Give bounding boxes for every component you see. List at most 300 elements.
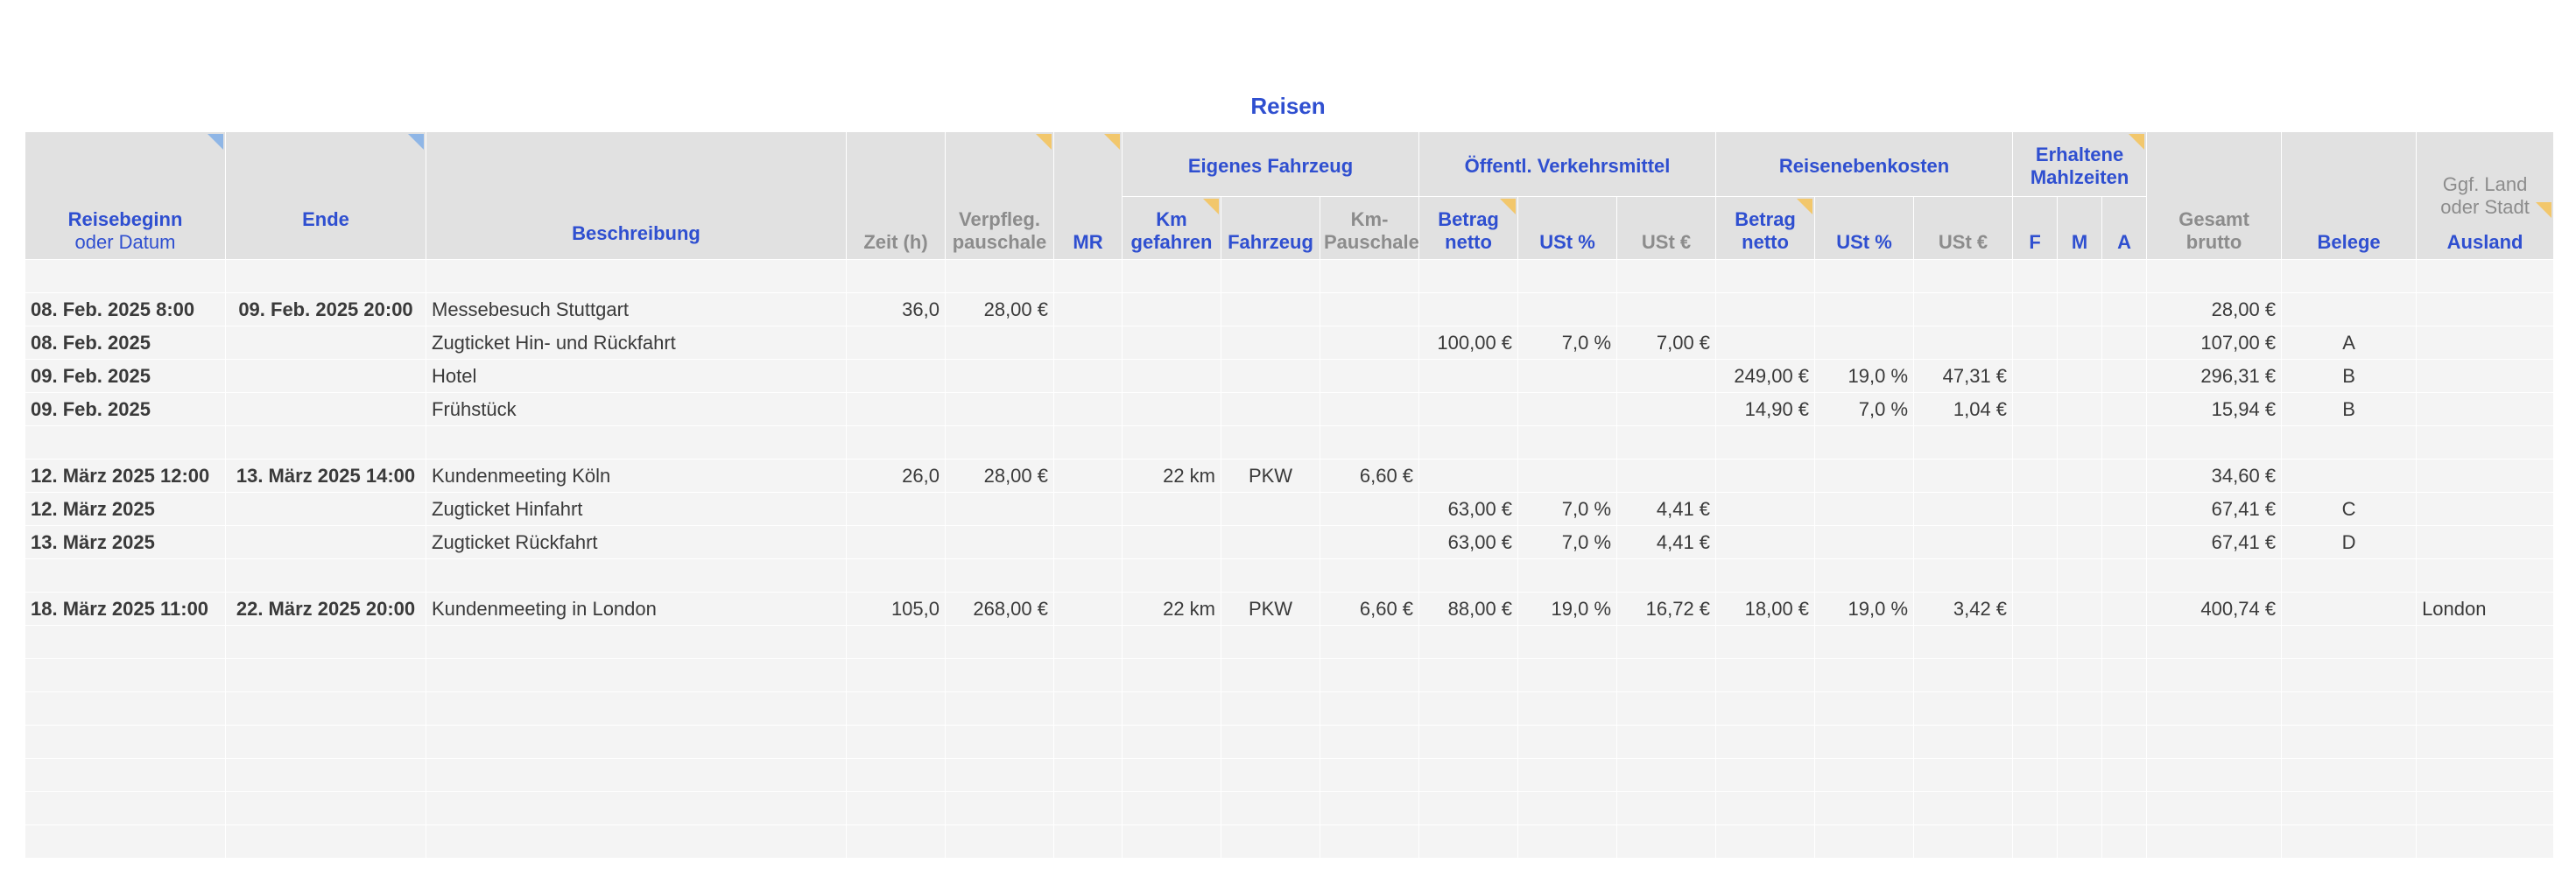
cell-beschreibung[interactable]: Messebesuch Stuttgart xyxy=(426,293,847,326)
cell-beschreibung[interactable]: Kundenmeeting Köln xyxy=(426,460,847,493)
cell-ende[interactable] xyxy=(226,759,426,792)
cell-rn-betrag[interactable] xyxy=(1716,825,1815,859)
cell-oe-ust-eur[interactable] xyxy=(1617,726,1716,759)
cell-oe-ust-eur[interactable]: 4,41 € xyxy=(1617,493,1716,526)
cell-beleg[interactable] xyxy=(2282,260,2417,293)
cell-f[interactable] xyxy=(2013,559,2058,593)
cell-beleg[interactable]: D xyxy=(2282,526,2417,559)
cell-a[interactable] xyxy=(2102,260,2147,293)
header-km-pauschale[interactable] xyxy=(1320,197,1419,260)
header-reisebeginn[interactable] xyxy=(25,132,226,260)
header-mr[interactable] xyxy=(1054,132,1123,260)
cell-start[interactable]: 09. Feb. 2025 xyxy=(25,360,226,393)
header-oe-ust-eur[interactable] xyxy=(1617,197,1716,260)
cell-rn-ust-pct[interactable] xyxy=(1815,559,1914,593)
cell-oe-ust-eur[interactable] xyxy=(1617,260,1716,293)
cell-oe-ust-pct[interactable]: 7,0 % xyxy=(1518,326,1617,360)
cell-zeit[interactable] xyxy=(847,825,946,859)
cell-a[interactable] xyxy=(2102,326,2147,360)
cell-start[interactable] xyxy=(25,792,226,825)
cell-oe-ust-pct[interactable] xyxy=(1518,360,1617,393)
cell-zeit[interactable]: 26,0 xyxy=(847,460,946,493)
cell-oe-ust-eur[interactable] xyxy=(1617,659,1716,692)
cell-oe-ust-eur[interactable] xyxy=(1617,426,1716,460)
cell-fahrzeug[interactable] xyxy=(1221,792,1320,825)
cell-ende[interactable] xyxy=(226,559,426,593)
cell-ende[interactable]: 13. März 2025 14:00 xyxy=(226,460,426,493)
cell-beschreibung[interactable]: Hotel xyxy=(426,360,847,393)
cell-rn-betrag[interactable] xyxy=(1716,659,1815,692)
cell-ausland[interactable] xyxy=(2417,260,2554,293)
cell-gesamt[interactable] xyxy=(2147,626,2282,659)
cell-rn-ust-pct[interactable]: 7,0 % xyxy=(1815,393,1914,426)
cell-rn-ust-eur[interactable]: 1,04 € xyxy=(1914,393,2013,426)
cell-oe-betrag[interactable] xyxy=(1419,825,1518,859)
cell-mr[interactable] xyxy=(1054,360,1123,393)
cell-oe-ust-pct[interactable] xyxy=(1518,260,1617,293)
cell-m[interactable] xyxy=(2058,493,2102,526)
cell-oe-ust-eur[interactable] xyxy=(1617,559,1716,593)
cell-beschreibung[interactable] xyxy=(426,260,847,293)
cell-verpfleg[interactable] xyxy=(946,426,1054,460)
cell-fahrzeug[interactable]: PKW xyxy=(1221,460,1320,493)
cell-rn-ust-pct[interactable] xyxy=(1815,426,1914,460)
cell-beschreibung[interactable]: Zugticket Hinfahrt xyxy=(426,493,847,526)
cell-fahrzeug[interactable] xyxy=(1221,360,1320,393)
cell-zeit[interactable]: 105,0 xyxy=(847,593,946,626)
cell-oe-ust-eur[interactable] xyxy=(1617,293,1716,326)
cell-oe-ust-pct[interactable] xyxy=(1518,460,1617,493)
cell-oe-ust-eur[interactable]: 16,72 € xyxy=(1617,593,1716,626)
cell-fahrzeug[interactable] xyxy=(1221,659,1320,692)
header-oe-betrag[interactable] xyxy=(1419,197,1518,260)
cell-zeit[interactable] xyxy=(847,360,946,393)
cell-oe-ust-pct[interactable] xyxy=(1518,726,1617,759)
cell-gesamt[interactable] xyxy=(2147,659,2282,692)
cell-km[interactable] xyxy=(1123,659,1221,692)
cell-fahrzeug[interactable] xyxy=(1221,393,1320,426)
cell-ausland[interactable] xyxy=(2417,493,2554,526)
cell-m[interactable] xyxy=(2058,426,2102,460)
cell-verpfleg[interactable] xyxy=(946,260,1054,293)
cell-fahrzeug[interactable] xyxy=(1221,759,1320,792)
cell-verpfleg[interactable] xyxy=(946,692,1054,726)
cell-start[interactable] xyxy=(25,426,226,460)
cell-ausland[interactable] xyxy=(2417,293,2554,326)
cell-f[interactable] xyxy=(2013,426,2058,460)
cell-oe-betrag[interactable] xyxy=(1419,726,1518,759)
cell-verpfleg[interactable] xyxy=(946,526,1054,559)
cell-rn-ust-pct[interactable] xyxy=(1815,726,1914,759)
header-ende[interactable] xyxy=(226,132,426,260)
cell-gesamt[interactable]: 67,41 € xyxy=(2147,493,2282,526)
cell-oe-betrag[interactable] xyxy=(1419,460,1518,493)
header-rn-betrag[interactable] xyxy=(1716,197,1815,260)
cell-f[interactable] xyxy=(2013,626,2058,659)
cell-m[interactable] xyxy=(2058,260,2102,293)
cell-mr[interactable] xyxy=(1054,759,1123,792)
cell-km-pausch[interactable] xyxy=(1320,692,1419,726)
cell-ende[interactable]: 09. Feb. 2025 20:00 xyxy=(226,293,426,326)
cell-rn-ust-eur[interactable] xyxy=(1914,759,2013,792)
cell-f[interactable] xyxy=(2013,825,2058,859)
header-rn-ust-eur[interactable] xyxy=(1914,197,2013,260)
cell-rn-betrag[interactable] xyxy=(1716,293,1815,326)
cell-verpfleg[interactable] xyxy=(946,559,1054,593)
cell-beschreibung[interactable]: Kundenmeeting in London xyxy=(426,593,847,626)
cell-mr[interactable] xyxy=(1054,493,1123,526)
cell-oe-ust-pct[interactable] xyxy=(1518,559,1617,593)
cell-mr[interactable] xyxy=(1054,526,1123,559)
cell-beleg[interactable] xyxy=(2282,692,2417,726)
cell-zeit[interactable] xyxy=(847,759,946,792)
cell-a[interactable] xyxy=(2102,559,2147,593)
cell-beleg[interactable] xyxy=(2282,825,2417,859)
cell-verpfleg[interactable] xyxy=(946,825,1054,859)
cell-ausland[interactable] xyxy=(2417,659,2554,692)
header-km-gefahren[interactable] xyxy=(1123,197,1221,260)
cell-rn-ust-pct[interactable] xyxy=(1815,626,1914,659)
cell-a[interactable] xyxy=(2102,460,2147,493)
cell-start[interactable] xyxy=(25,626,226,659)
cell-oe-ust-eur[interactable] xyxy=(1617,792,1716,825)
cell-m[interactable] xyxy=(2058,825,2102,859)
cell-verpfleg[interactable] xyxy=(946,726,1054,759)
cell-verpfleg[interactable] xyxy=(946,393,1054,426)
cell-km[interactable]: 22 km xyxy=(1123,460,1221,493)
cell-oe-betrag[interactable] xyxy=(1419,360,1518,393)
cell-start[interactable] xyxy=(25,692,226,726)
cell-oe-ust-pct[interactable] xyxy=(1518,792,1617,825)
cell-km-pausch[interactable]: 6,60 € xyxy=(1320,460,1419,493)
cell-beleg[interactable] xyxy=(2282,759,2417,792)
cell-rn-ust-eur[interactable]: 3,42 € xyxy=(1914,593,2013,626)
cell-fahrzeug[interactable] xyxy=(1221,692,1320,726)
cell-oe-betrag[interactable] xyxy=(1419,759,1518,792)
cell-beschreibung[interactable]: Zugticket Hin- und Rückfahrt xyxy=(426,326,847,360)
cell-zeit[interactable] xyxy=(847,626,946,659)
cell-a[interactable] xyxy=(2102,825,2147,859)
header-m[interactable] xyxy=(2058,197,2102,260)
cell-km-pausch[interactable] xyxy=(1320,326,1419,360)
cell-m[interactable] xyxy=(2058,293,2102,326)
cell-fahrzeug[interactable] xyxy=(1221,426,1320,460)
cell-km-pausch[interactable] xyxy=(1320,726,1419,759)
cell-beleg[interactable] xyxy=(2282,293,2417,326)
cell-f[interactable] xyxy=(2013,692,2058,726)
cell-ausland[interactable] xyxy=(2417,393,2554,426)
cell-rn-ust-eur[interactable] xyxy=(1914,659,2013,692)
cell-beleg[interactable] xyxy=(2282,659,2417,692)
cell-ausland[interactable] xyxy=(2417,792,2554,825)
cell-mr[interactable] xyxy=(1054,692,1123,726)
cell-beleg[interactable] xyxy=(2282,559,2417,593)
cell-a[interactable] xyxy=(2102,526,2147,559)
cell-ausland[interactable] xyxy=(2417,692,2554,726)
cell-gesamt[interactable] xyxy=(2147,759,2282,792)
header-gesamt[interactable] xyxy=(2147,132,2282,260)
cell-zeit[interactable] xyxy=(847,559,946,593)
cell-ausland[interactable] xyxy=(2417,426,2554,460)
cell-ende[interactable] xyxy=(226,326,426,360)
cell-beschreibung[interactable] xyxy=(426,692,847,726)
cell-start[interactable]: 08. Feb. 2025 xyxy=(25,326,226,360)
cell-ende[interactable] xyxy=(226,626,426,659)
cell-oe-ust-pct[interactable]: 7,0 % xyxy=(1518,526,1617,559)
cell-beschreibung[interactable] xyxy=(426,759,847,792)
cell-gesamt[interactable] xyxy=(2147,426,2282,460)
cell-oe-ust-eur[interactable] xyxy=(1617,759,1716,792)
cell-ende[interactable] xyxy=(226,360,426,393)
cell-ausland[interactable] xyxy=(2417,526,2554,559)
cell-rn-betrag[interactable]: 18,00 € xyxy=(1716,593,1815,626)
cell-rn-betrag[interactable] xyxy=(1716,759,1815,792)
cell-km[interactable] xyxy=(1123,692,1221,726)
cell-beschreibung[interactable] xyxy=(426,659,847,692)
cell-rn-ust-pct[interactable] xyxy=(1815,260,1914,293)
cell-fahrzeug[interactable] xyxy=(1221,559,1320,593)
header-a[interactable] xyxy=(2102,197,2147,260)
cell-oe-betrag[interactable] xyxy=(1419,659,1518,692)
cell-mr[interactable] xyxy=(1054,293,1123,326)
cell-f[interactable] xyxy=(2013,393,2058,426)
cell-rn-ust-eur[interactable] xyxy=(1914,293,2013,326)
cell-ausland[interactable] xyxy=(2417,559,2554,593)
header-ausland[interactable] xyxy=(2417,132,2554,260)
cell-gesamt[interactable] xyxy=(2147,726,2282,759)
cell-gesamt[interactable] xyxy=(2147,260,2282,293)
cell-mr[interactable] xyxy=(1054,460,1123,493)
cell-oe-betrag[interactable] xyxy=(1419,626,1518,659)
cell-a[interactable] xyxy=(2102,759,2147,792)
cell-ende[interactable] xyxy=(226,692,426,726)
cell-oe-ust-pct[interactable] xyxy=(1518,759,1617,792)
cell-ausland[interactable] xyxy=(2417,726,2554,759)
cell-rn-ust-eur[interactable] xyxy=(1914,692,2013,726)
cell-gesamt[interactable]: 34,60 € xyxy=(2147,460,2282,493)
cell-km-pausch[interactable] xyxy=(1320,393,1419,426)
cell-beleg[interactable] xyxy=(2282,426,2417,460)
cell-ende[interactable] xyxy=(226,825,426,859)
cell-beschreibung[interactable] xyxy=(426,559,847,593)
cell-beschreibung[interactable] xyxy=(426,825,847,859)
cell-oe-ust-eur[interactable] xyxy=(1617,393,1716,426)
cell-rn-ust-pct[interactable] xyxy=(1815,659,1914,692)
cell-m[interactable] xyxy=(2058,659,2102,692)
cell-rn-betrag[interactable] xyxy=(1716,559,1815,593)
cell-km[interactable] xyxy=(1123,260,1221,293)
cell-f[interactable] xyxy=(2013,726,2058,759)
header-verpfleg[interactable] xyxy=(946,132,1054,260)
cell-rn-ust-eur[interactable] xyxy=(1914,825,2013,859)
header-mahlzeiten[interactable] xyxy=(2013,132,2147,197)
cell-rn-ust-eur[interactable] xyxy=(1914,426,2013,460)
cell-rn-betrag[interactable]: 249,00 € xyxy=(1716,360,1815,393)
cell-start[interactable] xyxy=(25,759,226,792)
cell-zeit[interactable] xyxy=(847,493,946,526)
cell-zeit[interactable] xyxy=(847,393,946,426)
cell-a[interactable] xyxy=(2102,293,2147,326)
cell-oe-betrag[interactable] xyxy=(1419,692,1518,726)
cell-km[interactable] xyxy=(1123,426,1221,460)
cell-beschreibung[interactable]: Frühstück xyxy=(426,393,847,426)
cell-ende[interactable] xyxy=(226,659,426,692)
cell-beleg[interactable] xyxy=(2282,626,2417,659)
cell-ende[interactable] xyxy=(226,393,426,426)
header-beschreibung[interactable] xyxy=(426,132,847,260)
cell-a[interactable] xyxy=(2102,626,2147,659)
cell-oe-betrag[interactable] xyxy=(1419,393,1518,426)
header-oeffentl[interactable] xyxy=(1419,132,1716,197)
cell-km-pausch[interactable]: 6,60 € xyxy=(1320,593,1419,626)
cell-km[interactable] xyxy=(1123,759,1221,792)
cell-ende[interactable] xyxy=(226,426,426,460)
cell-rn-betrag[interactable] xyxy=(1716,792,1815,825)
cell-km[interactable] xyxy=(1123,326,1221,360)
cell-a[interactable] xyxy=(2102,726,2147,759)
cell-a[interactable] xyxy=(2102,426,2147,460)
cell-m[interactable] xyxy=(2058,626,2102,659)
cell-beschreibung[interactable] xyxy=(426,792,847,825)
cell-rn-ust-pct[interactable]: 19,0 % xyxy=(1815,360,1914,393)
cell-mr[interactable] xyxy=(1054,659,1123,692)
cell-beleg[interactable] xyxy=(2282,792,2417,825)
cell-fahrzeug[interactable]: PKW xyxy=(1221,593,1320,626)
cell-mr[interactable] xyxy=(1054,593,1123,626)
cell-beleg[interactable]: C xyxy=(2282,493,2417,526)
cell-ende[interactable] xyxy=(226,726,426,759)
cell-zeit[interactable] xyxy=(847,260,946,293)
cell-rn-betrag[interactable] xyxy=(1716,493,1815,526)
cell-gesamt[interactable] xyxy=(2147,825,2282,859)
cell-km[interactable] xyxy=(1123,493,1221,526)
cell-ausland[interactable] xyxy=(2417,759,2554,792)
cell-fahrzeug[interactable] xyxy=(1221,825,1320,859)
cell-ausland[interactable] xyxy=(2417,825,2554,859)
cell-rn-ust-pct[interactable] xyxy=(1815,759,1914,792)
cell-start[interactable]: 09. Feb. 2025 xyxy=(25,393,226,426)
cell-rn-ust-pct[interactable] xyxy=(1815,526,1914,559)
cell-m[interactable] xyxy=(2058,393,2102,426)
cell-m[interactable] xyxy=(2058,726,2102,759)
cell-f[interactable] xyxy=(2013,360,2058,393)
cell-zeit[interactable] xyxy=(847,692,946,726)
cell-verpfleg[interactable] xyxy=(946,626,1054,659)
cell-oe-ust-pct[interactable] xyxy=(1518,293,1617,326)
cell-verpfleg[interactable] xyxy=(946,493,1054,526)
cell-a[interactable] xyxy=(2102,792,2147,825)
cell-oe-ust-eur[interactable] xyxy=(1617,692,1716,726)
cell-mr[interactable] xyxy=(1054,559,1123,593)
cell-f[interactable] xyxy=(2013,593,2058,626)
cell-zeit[interactable] xyxy=(847,659,946,692)
cell-a[interactable] xyxy=(2102,493,2147,526)
cell-f[interactable] xyxy=(2013,326,2058,360)
cell-rn-ust-pct[interactable] xyxy=(1815,692,1914,726)
cell-beleg[interactable]: A xyxy=(2282,326,2417,360)
cell-oe-ust-eur[interactable] xyxy=(1617,825,1716,859)
cell-km[interactable] xyxy=(1123,526,1221,559)
cell-beschreibung[interactable] xyxy=(426,626,847,659)
cell-mr[interactable] xyxy=(1054,260,1123,293)
cell-km[interactable]: 22 km xyxy=(1123,593,1221,626)
cell-start[interactable]: 12. März 2025 xyxy=(25,493,226,526)
cell-zeit[interactable] xyxy=(847,726,946,759)
cell-fahrzeug[interactable] xyxy=(1221,260,1320,293)
cell-ende[interactable]: 22. März 2025 20:00 xyxy=(226,593,426,626)
cell-rn-ust-pct[interactable] xyxy=(1815,460,1914,493)
cell-oe-ust-eur[interactable] xyxy=(1617,360,1716,393)
cell-rn-betrag[interactable] xyxy=(1716,526,1815,559)
cell-ende[interactable] xyxy=(226,526,426,559)
cell-verpfleg[interactable]: 28,00 € xyxy=(946,460,1054,493)
cell-m[interactable] xyxy=(2058,326,2102,360)
cell-fahrzeug[interactable] xyxy=(1221,726,1320,759)
cell-zeit[interactable] xyxy=(847,326,946,360)
cell-verpfleg[interactable] xyxy=(946,759,1054,792)
cell-a[interactable] xyxy=(2102,593,2147,626)
cell-verpfleg[interactable] xyxy=(946,659,1054,692)
cell-rn-betrag[interactable] xyxy=(1716,326,1815,360)
cell-mr[interactable] xyxy=(1054,326,1123,360)
cell-km[interactable] xyxy=(1123,293,1221,326)
cell-km[interactable] xyxy=(1123,626,1221,659)
cell-km-pausch[interactable] xyxy=(1320,260,1419,293)
cell-oe-ust-pct[interactable]: 19,0 % xyxy=(1518,593,1617,626)
cell-rn-ust-pct[interactable] xyxy=(1815,326,1914,360)
cell-oe-betrag[interactable] xyxy=(1419,293,1518,326)
cell-rn-betrag[interactable] xyxy=(1716,260,1815,293)
cell-rn-ust-pct[interactable]: 19,0 % xyxy=(1815,593,1914,626)
cell-rn-ust-pct[interactable] xyxy=(1815,493,1914,526)
cell-mr[interactable] xyxy=(1054,825,1123,859)
cell-mr[interactable] xyxy=(1054,726,1123,759)
cell-km[interactable] xyxy=(1123,825,1221,859)
cell-f[interactable] xyxy=(2013,460,2058,493)
cell-km-pausch[interactable] xyxy=(1320,659,1419,692)
cell-oe-ust-eur[interactable]: 7,00 € xyxy=(1617,326,1716,360)
cell-km-pausch[interactable] xyxy=(1320,293,1419,326)
cell-a[interactable] xyxy=(2102,393,2147,426)
header-eigenes-fahrzeug[interactable] xyxy=(1123,132,1419,197)
cell-start[interactable]: 08. Feb. 2025 8:00 xyxy=(25,293,226,326)
cell-ausland[interactable]: London xyxy=(2417,593,2554,626)
cell-f[interactable] xyxy=(2013,659,2058,692)
cell-start[interactable]: 18. März 2025 11:00 xyxy=(25,593,226,626)
cell-start[interactable] xyxy=(25,559,226,593)
cell-oe-ust-pct[interactable] xyxy=(1518,393,1617,426)
cell-oe-ust-pct[interactable] xyxy=(1518,426,1617,460)
cell-rn-ust-pct[interactable] xyxy=(1815,792,1914,825)
cell-rn-ust-eur[interactable] xyxy=(1914,559,2013,593)
cell-zeit[interactable]: 36,0 xyxy=(847,293,946,326)
cell-rn-betrag[interactable] xyxy=(1716,460,1815,493)
cell-km-pausch[interactable] xyxy=(1320,493,1419,526)
cell-a[interactable] xyxy=(2102,360,2147,393)
cell-f[interactable] xyxy=(2013,526,2058,559)
cell-rn-betrag[interactable] xyxy=(1716,626,1815,659)
cell-oe-ust-pct[interactable] xyxy=(1518,659,1617,692)
cell-verpfleg[interactable] xyxy=(946,792,1054,825)
cell-oe-betrag[interactable] xyxy=(1419,426,1518,460)
header-rn-ust-pct[interactable] xyxy=(1815,197,1914,260)
cell-f[interactable] xyxy=(2013,293,2058,326)
cell-mr[interactable] xyxy=(1054,393,1123,426)
cell-km[interactable] xyxy=(1123,360,1221,393)
cell-km-pausch[interactable] xyxy=(1320,626,1419,659)
cell-km-pausch[interactable] xyxy=(1320,360,1419,393)
cell-ende[interactable] xyxy=(226,493,426,526)
